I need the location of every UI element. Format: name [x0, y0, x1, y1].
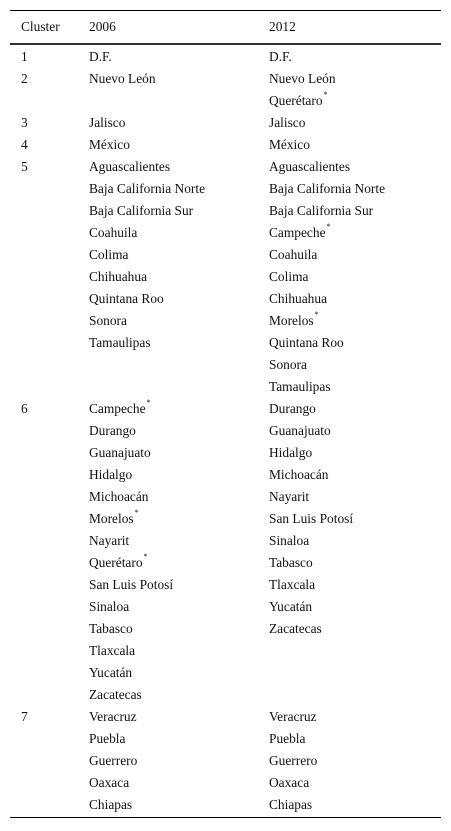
cell-2012 [260, 489, 441, 505]
cell-2012-text: Nayarit [269, 489, 310, 504]
table-row [10, 508, 441, 530]
cell-2006-text: San Luis Potosí [89, 577, 174, 592]
cell-2012 [260, 731, 441, 747]
cell-2006 [80, 115, 260, 131]
cell-2012-text: Michoacán [269, 467, 329, 482]
cell-2006 [80, 398, 260, 417]
cell-2012-text: México [269, 137, 310, 152]
cell-2012-text: Baja California Norte [269, 181, 386, 196]
cell-2012-text: Morelos [269, 313, 314, 328]
cell-2006-text: Tlaxcala [89, 643, 136, 658]
cell-2006-text: Sonora [89, 313, 127, 328]
table-row [10, 222, 441, 244]
cell-2012-text: Baja California Sur [269, 203, 374, 218]
cluster-table [10, 10, 441, 818]
cell-2012 [260, 621, 441, 637]
cell-2012-text: San Luis Potosí [269, 511, 354, 526]
cell-2012 [260, 335, 441, 351]
table-row [10, 618, 441, 640]
cell-2012 [260, 577, 441, 593]
table-row [10, 596, 441, 618]
cell-2006-text: Baja California Sur [89, 203, 194, 218]
cell-2012 [260, 423, 441, 439]
cell-2012 [260, 90, 441, 109]
cell-2006-text: Tabasco [89, 621, 133, 636]
table-row [10, 288, 441, 310]
cell-2012 [260, 797, 441, 813]
cell-2006 [80, 621, 260, 637]
cell-2006 [80, 753, 260, 769]
footnote-asterisk: * [314, 310, 319, 319]
cell-2006 [80, 269, 260, 285]
cell-2006 [80, 71, 260, 87]
footnote-asterisk: * [134, 508, 139, 517]
table-row [10, 574, 441, 596]
cell-cluster: 4 [21, 137, 28, 152]
table-row [10, 376, 441, 398]
cell-2006 [80, 797, 260, 813]
cell-2012 [260, 247, 441, 263]
cell-2012 [260, 115, 441, 131]
cell-2012-text: Campeche [269, 225, 326, 240]
cell-2006 [80, 577, 260, 593]
cell-2012-text: Hidalgo [269, 445, 313, 460]
cell-2006 [80, 445, 260, 461]
cell-2006-text: Quintana Roo [89, 291, 164, 306]
cell-2012-text: Puebla [269, 731, 306, 746]
cell-2006-text: Guanajuato [89, 445, 151, 460]
cell-2006-text: Jalisco [89, 115, 126, 130]
table-row [10, 112, 441, 134]
cell-2006 [80, 709, 260, 725]
cell-2006-text: D.F. [89, 49, 112, 64]
header-2006: 2006 [89, 19, 116, 34]
table-bottom-rule [10, 817, 441, 818]
cell-2012-text: Tamaulipas [269, 379, 331, 394]
cell-2006-text: Nayarit [89, 533, 130, 548]
cell-2006 [80, 489, 260, 505]
cell-2012 [260, 269, 441, 285]
cell-2012 [260, 310, 441, 329]
cell-2006-text: Guerrero [89, 753, 138, 768]
footnote-asterisk: * [143, 552, 148, 561]
cell-2012 [260, 203, 441, 219]
cell-2012 [260, 137, 441, 153]
cell-cluster: 5 [21, 159, 28, 174]
cell-2012-text: Guanajuato [269, 423, 331, 438]
footnote-asterisk: * [323, 90, 328, 99]
cell-2012-text: Tlaxcala [269, 577, 316, 592]
cell-2006 [80, 203, 260, 219]
cell-2012 [260, 753, 441, 769]
cell-2012 [260, 181, 441, 197]
table-row [10, 772, 441, 794]
cell-2012 [260, 357, 441, 373]
table-row [10, 266, 441, 288]
cell-2006 [80, 181, 260, 197]
cell-cluster: 1 [21, 49, 28, 64]
cell-2006 [80, 665, 260, 681]
cell-2012-text: Durango [269, 401, 316, 416]
cell-2012 [260, 599, 441, 615]
cell-2006 [80, 775, 260, 791]
table-row [10, 684, 441, 706]
cell-2012-text: Tabasco [269, 555, 313, 570]
cell-2012-text: Sonora [269, 357, 307, 372]
cell-2012 [260, 291, 441, 307]
table-row [10, 442, 441, 464]
header-2012: 2012 [269, 19, 296, 34]
cell-2006 [80, 159, 260, 175]
table-row [10, 90, 441, 112]
cell-2006 [80, 291, 260, 307]
table-body [10, 45, 441, 817]
table-row [10, 420, 441, 442]
cell-2006-text: Aguascalientes [89, 159, 171, 174]
cell-2006-text: Tamaulipas [89, 335, 151, 350]
cell-2006-text: Nuevo León [89, 71, 156, 86]
cell-2006-text: Coahuila [89, 225, 138, 240]
cell-2012 [260, 159, 441, 175]
table-row [10, 178, 441, 200]
cell-2006 [80, 313, 260, 329]
cell-2012 [260, 379, 441, 395]
cell-2012-text: Guerrero [269, 753, 318, 768]
cell-2006 [80, 137, 260, 153]
footnote-asterisk: * [326, 222, 331, 231]
cell-2006-text: Durango [89, 423, 136, 438]
cell-2012 [260, 401, 441, 417]
cell-2012-text: Nuevo León [269, 71, 336, 86]
cell-2012-text: Colima [269, 269, 309, 284]
table-row [10, 244, 441, 266]
table-row [10, 46, 441, 68]
cell-2006-text: Michoacán [89, 489, 149, 504]
cell-2006 [80, 508, 260, 527]
cell-2012-text: Quintana Roo [269, 335, 344, 350]
table-row [10, 552, 441, 574]
cell-2006 [80, 687, 260, 703]
cell-2006 [80, 533, 260, 549]
cell-2006-text: Morelos [89, 511, 134, 526]
cell-2006-text: Chiapas [89, 797, 133, 812]
cell-cluster: 2 [21, 71, 28, 86]
cell-2006-text: Colima [89, 247, 129, 262]
cell-2012 [260, 71, 441, 87]
table-row [10, 750, 441, 772]
table-row [10, 332, 441, 354]
cell-2006 [80, 247, 260, 263]
cell-2006-text: Sinaloa [89, 599, 130, 614]
table-row [10, 134, 441, 156]
cell-2006 [80, 643, 260, 659]
table-row [10, 794, 441, 816]
cell-cluster: 3 [21, 115, 28, 130]
cell-2012 [260, 533, 441, 549]
table-header-row [10, 11, 441, 43]
cell-2006-text: Campeche [89, 401, 146, 416]
cell-2012-text: Yucatán [269, 599, 313, 614]
cell-2006-text: Veracruz [89, 709, 137, 724]
cell-2012 [260, 222, 441, 241]
table-row [10, 640, 441, 662]
table-row [10, 464, 441, 486]
table-row [10, 156, 441, 178]
cell-2006 [80, 552, 260, 571]
cell-2006 [80, 599, 260, 615]
cell-2006 [80, 49, 260, 65]
cell-2012-text: Coahuila [269, 247, 318, 262]
table-row [10, 728, 441, 750]
table-row [10, 310, 441, 332]
cell-2006-text: México [89, 137, 130, 152]
cell-2006-text: Querétaro [89, 555, 143, 570]
cell-2012-text: Sinaloa [269, 533, 310, 548]
cell-2012-text: Oaxaca [269, 775, 310, 790]
cell-2012-text: Zacatecas [269, 621, 322, 636]
footnote-asterisk: * [146, 398, 151, 407]
cell-2012 [260, 555, 441, 571]
cell-2006 [80, 423, 260, 439]
table-row [10, 530, 441, 552]
table-row [10, 398, 441, 420]
cell-2012 [260, 49, 441, 65]
cell-2006-text: Oaxaca [89, 775, 130, 790]
cell-2012 [260, 467, 441, 483]
cell-2012 [260, 511, 441, 527]
cell-2012 [260, 709, 441, 725]
cell-2006-text: Puebla [89, 731, 126, 746]
cell-cluster: 7 [21, 709, 28, 724]
cell-2012-text: Chihuahua [269, 291, 328, 306]
cell-2006-text: Hidalgo [89, 467, 133, 482]
cell-2012-text: Veracruz [269, 709, 317, 724]
cell-2006-text: Yucatán [89, 665, 133, 680]
cell-2006 [80, 467, 260, 483]
cell-2012 [260, 775, 441, 791]
table-row [10, 200, 441, 222]
table-row [10, 706, 441, 728]
cell-2006-text: Chihuahua [89, 269, 148, 284]
cell-2012-text: Aguascalientes [269, 159, 351, 174]
cell-cluster: 6 [21, 401, 28, 416]
cell-2012-text: Chiapas [269, 797, 313, 812]
table-row [10, 486, 441, 508]
cell-2006-text: Baja California Norte [89, 181, 206, 196]
cell-2012-text: D.F. [269, 49, 292, 64]
cell-2006-text: Zacatecas [89, 687, 142, 702]
header-cluster: Cluster [21, 19, 60, 34]
cell-2006 [80, 225, 260, 241]
table-row [10, 662, 441, 684]
cell-2006 [80, 731, 260, 747]
table-row [10, 68, 441, 90]
cell-2012-text: Jalisco [269, 115, 306, 130]
table-row [10, 354, 441, 376]
cell-2012-text: Querétaro [269, 93, 323, 108]
cell-2006 [80, 335, 260, 351]
cell-2012 [260, 445, 441, 461]
